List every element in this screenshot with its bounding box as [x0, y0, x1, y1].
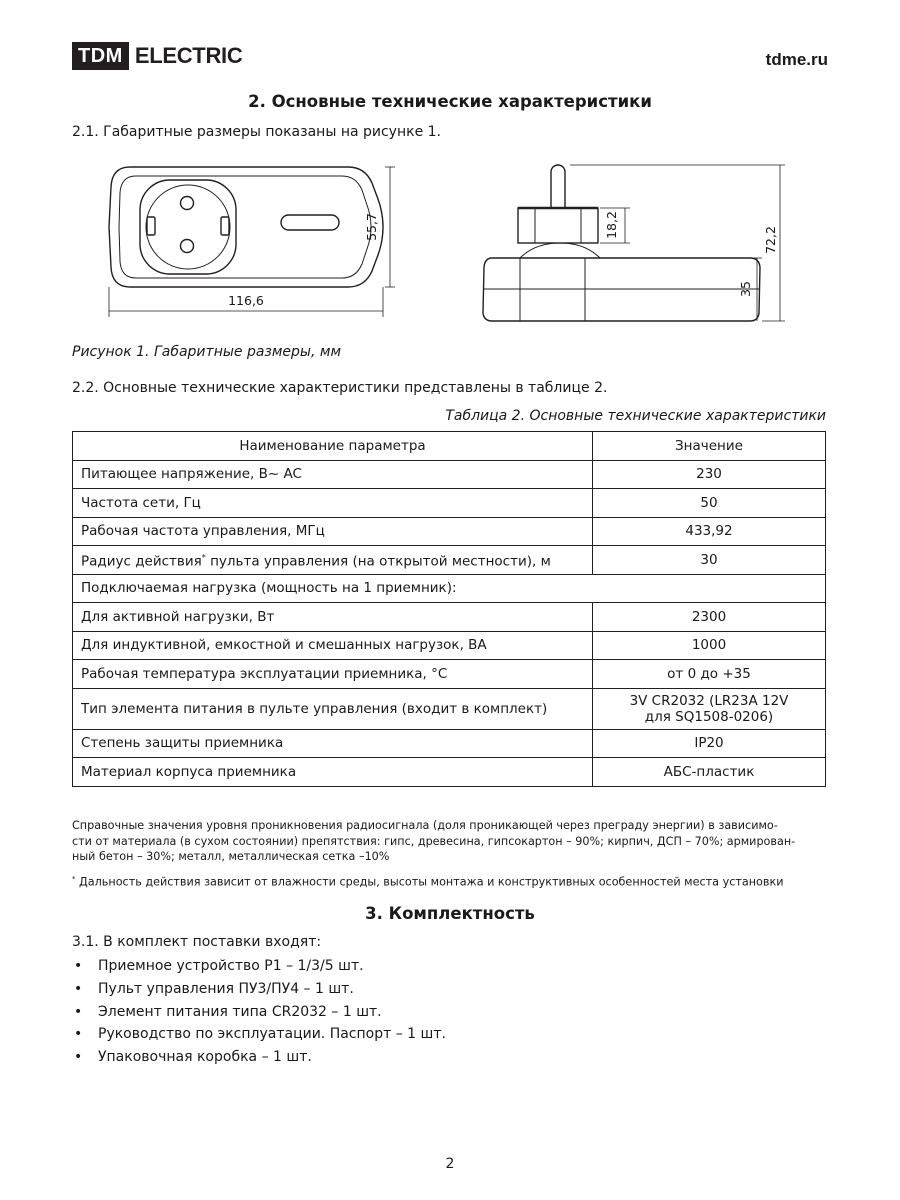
note-line-3: ный бетон – 30%; металл, металлическая сетка –10%: [72, 850, 390, 863]
list-item: [72, 1046, 446, 1069]
list-item-text: Руководство по эксплуатации. Паспорт – 1 шт.: [98, 1026, 446, 1043]
paragraph-2-2: 2.2. Основные технические характеристики представлены в таблице 2.: [72, 380, 608, 396]
side-body-top-curve: [520, 243, 600, 258]
table-row: [73, 660, 826, 689]
value-line-1: 3V CR2032 (LR23A 12V: [629, 692, 789, 709]
value-cell: 30: [593, 546, 826, 575]
front-view: [109, 167, 383, 287]
table-header-row: [73, 432, 826, 461]
list-item: [72, 1001, 446, 1024]
value-cell: 433,92: [593, 517, 826, 546]
param-cell: [73, 546, 593, 575]
ground-clip-right: [221, 217, 229, 235]
param-cell: Тип элемента питания в пульте управления (входит в комплект): [73, 688, 593, 729]
param-cell: Для индуктивной, емкостной и смешанных нагрузок, ВА: [73, 631, 593, 660]
bullet: •: [74, 980, 83, 997]
front-outline: [109, 167, 383, 287]
value-cell: 50: [593, 489, 826, 518]
bullet: •: [74, 958, 83, 974]
bullet: •: [74, 1003, 83, 1020]
logo-word: ELECTRIC: [134, 43, 243, 68]
table-row: [73, 688, 826, 729]
table-row-group-header: [73, 574, 826, 603]
socket-pin-hole-2: [181, 240, 194, 253]
footnote: [72, 872, 826, 890]
list-item: [72, 1023, 446, 1046]
dim-label-total-height: 72,2: [763, 226, 778, 254]
table-caption: Таблица 2. Основные технические характеристики: [445, 408, 826, 424]
param-text-part-1: Радиус действия: [81, 553, 202, 570]
param-cell: Материал корпуса приемника: [73, 758, 593, 787]
table-row: [73, 758, 826, 787]
param-cell: Для активной нагрузки, Вт: [73, 603, 593, 632]
site-url: tdme.ru: [765, 50, 828, 69]
ground-clip-left: [147, 217, 155, 235]
table-row: [73, 631, 826, 660]
list-item: [72, 955, 446, 978]
param-cell: Частота сети, Гц: [73, 489, 593, 518]
section-2-title: 2. Основные технические характеристики: [248, 92, 652, 111]
value-cell: 230: [593, 460, 826, 489]
brand-logo: [72, 42, 242, 70]
header-param: Наименование параметра: [73, 432, 593, 461]
list-item-text: Элемент питания типа CR2032 – 1 шт.: [98, 1003, 382, 1020]
paragraph-2-1: 2.1. Габаритные размеры показаны на рисунке 1.: [72, 124, 441, 140]
table-row: [73, 603, 826, 632]
table-row: [73, 546, 826, 575]
header-value: Значение: [593, 432, 826, 461]
param-cell: Рабочая частота управления, МГц: [73, 517, 593, 546]
contents-list: [72, 955, 446, 1069]
param-cell: Рабочая температура эксплуатации приемника, °С: [73, 660, 593, 689]
paragraph-3-1: 3.1. В комплект поставки входят:: [72, 934, 322, 950]
value-cell: АБС-пластик: [593, 758, 826, 787]
front-inner-outline: [119, 176, 371, 278]
table-row: [73, 460, 826, 489]
value-cell: [593, 688, 826, 729]
page-number: 2: [445, 1156, 455, 1172]
table-row: [73, 517, 826, 546]
param-text-part-2: пульта управления (на открытой местности), м: [205, 553, 551, 570]
value-cell: 2300: [593, 603, 826, 632]
figure-caption: Рисунок 1. Габаритные размеры, мм: [72, 344, 342, 360]
note-line-1: Справочные значения уровня проникновения радиосигнала (доля проникающей через преграду энергии) в зависимо-: [72, 819, 778, 832]
dim-label-height-front: 55,7: [364, 213, 379, 241]
dimension-drawing: [90, 155, 810, 330]
socket-pin-hole-1: [181, 197, 194, 210]
note-line-2: сти от материала (в сухом состоянии) препятствия: гипс, древесина, гипсокартон – 90%; кирпич, ДСП – 70%; армирован-: [72, 834, 796, 848]
param-cell: Питающее напряжение, В~ AC: [73, 460, 593, 489]
plug-base: [518, 208, 598, 243]
footnote-mark: *: [201, 553, 206, 562]
param-cell: Степень защиты приемника: [73, 729, 593, 758]
value-line-2: для SQ1508-0206): [644, 708, 774, 725]
indicator-slot: [281, 215, 339, 230]
bullet: •: [74, 1049, 83, 1066]
dim-label-width: 116,6: [228, 293, 264, 308]
table-row: [73, 489, 826, 518]
value-cell: 1000: [593, 631, 826, 660]
signal-penetration-note: [72, 818, 826, 865]
list-item: [72, 978, 446, 1001]
logo-box: TDM: [72, 42, 129, 70]
table-row: [73, 729, 826, 758]
list-item-text: Приемное устройство Р1 – 1/3/5 шт.: [98, 958, 364, 974]
bullet: •: [74, 1026, 83, 1043]
spec-table: [72, 431, 826, 787]
footnote-mark: *: [72, 875, 76, 883]
dim-label-plug-height: 18,2: [604, 211, 619, 239]
value-cell: от 0 до +35: [593, 660, 826, 689]
dim-label-body-height: 35: [738, 281, 753, 297]
list-item-text: Упаковочная коробка – 1 шт.: [98, 1049, 312, 1066]
list-item-text: Пульт управления ПУ3/ПУ4 – 1 шт.: [98, 980, 354, 997]
group-header-cell: Подключаемая нагрузка (мощность на 1 приемник):: [73, 574, 826, 603]
value-cell: IP20: [593, 729, 826, 758]
section-3-title: 3. Комплектность: [365, 904, 535, 923]
footnote-text: Дальность действия зависит от влажности среды, высоты монтажа и конструктивных особенностей места установки: [75, 875, 784, 889]
